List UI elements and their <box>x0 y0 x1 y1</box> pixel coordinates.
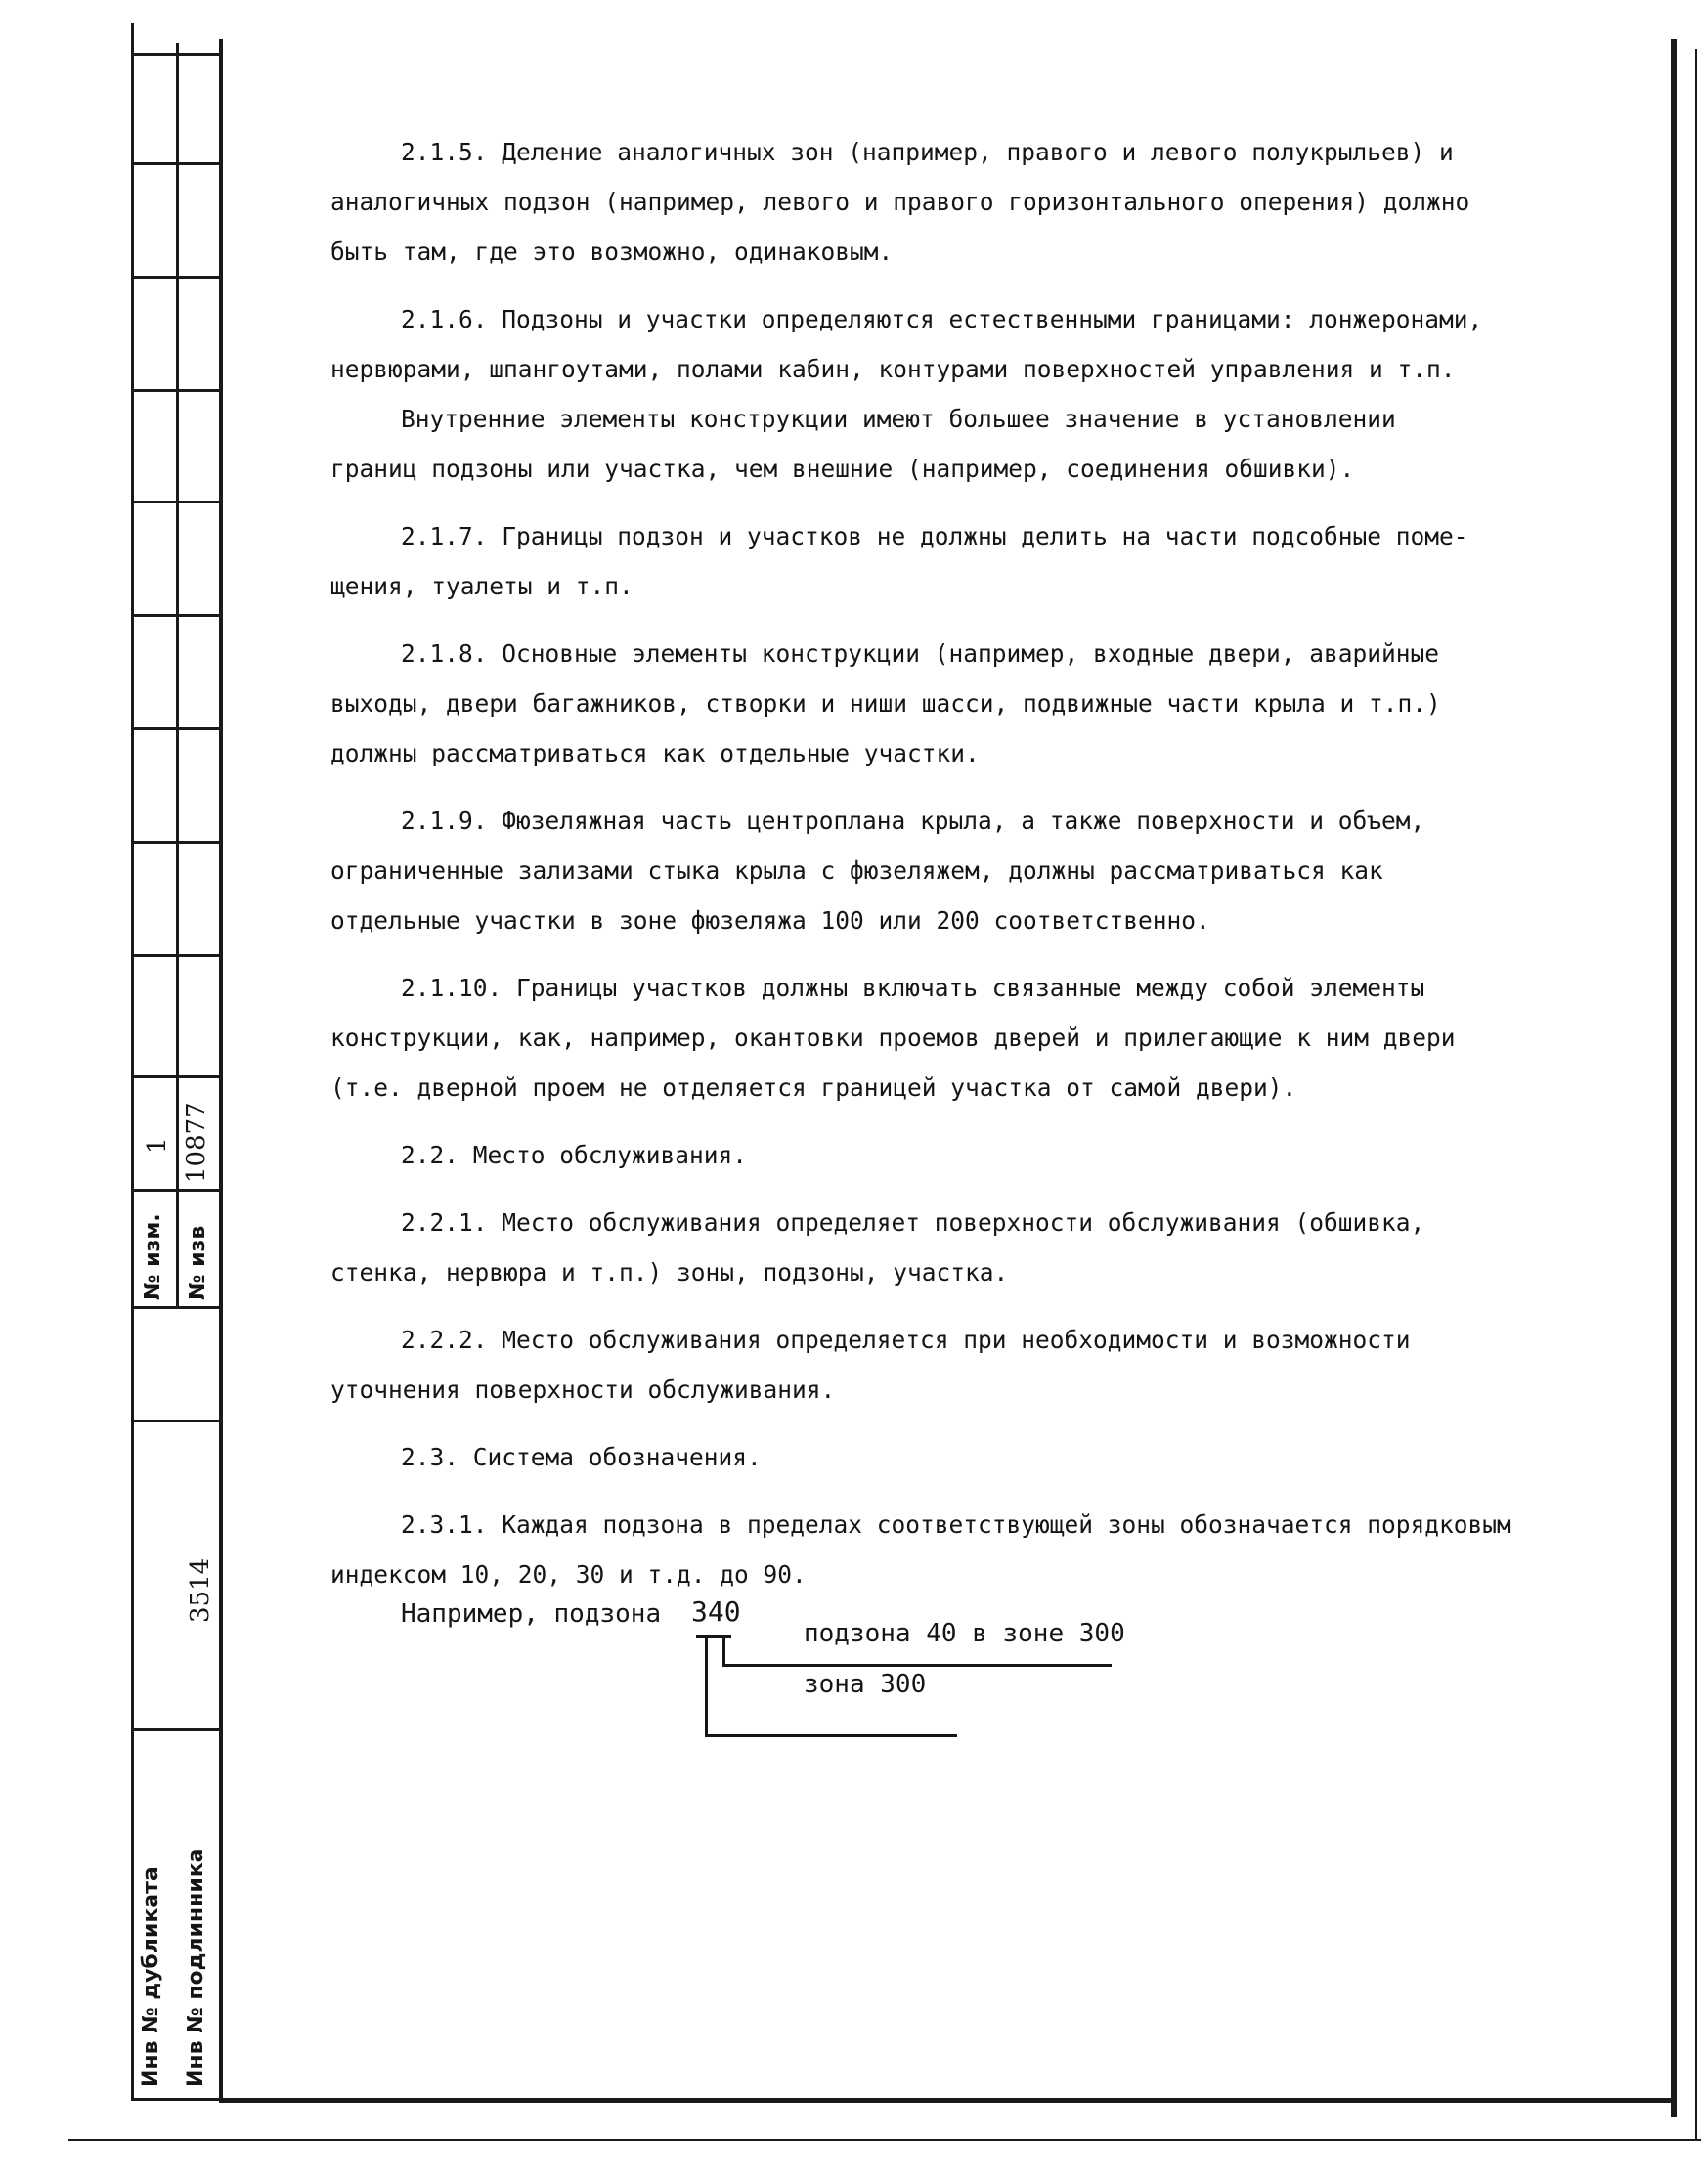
bracket-subzone-underline <box>722 1664 1112 1667</box>
text-line: отдельные участки в зоне фюзеляжа 100 или 200 соответственно. <box>330 906 1210 935</box>
text-line: 2.3.1. Каждая подзона в пределах соответствующей зоны обозначается порядковым <box>401 1510 1511 1539</box>
stamp-grid-line <box>131 1306 221 1309</box>
stamp-grid-line <box>131 1075 221 1078</box>
stamp-grid-line <box>131 1728 221 1731</box>
text-line: 2.1.10. Границы участков должны включать связанные между собой элементы <box>401 974 1425 1002</box>
paragraph-2-1-5 <box>330 127 1582 277</box>
section-heading: 2.2. Место обслуживания. <box>401 1141 748 1169</box>
stamp-izm-value: 1 <box>143 1137 172 1154</box>
paragraph-2-1-10 <box>330 963 1582 1113</box>
paragraph-2-3-1 <box>330 1500 1582 1599</box>
stamp-izv-value: 10877 <box>182 1102 211 1183</box>
paragraph-2-1-8 <box>330 629 1582 778</box>
text-line: 2.2.2. Место обслуживания определяется при необходимости и возможности <box>401 1326 1411 1354</box>
text-line: (т.е. дверной проем не отделяется границей участка от самой двери). <box>330 1073 1297 1102</box>
stamp-grid-line <box>131 53 221 56</box>
text-line: конструкции, как, например, окантовки проемов дверей и прилегающие к ним двери <box>330 1024 1456 1052</box>
bracket-subzone-line <box>722 1635 725 1666</box>
paragraph-2-1-9 <box>330 796 1582 945</box>
text-line: ограниченные зализами стыка крыла с фюзеляжем, должны рассматриваться как <box>330 856 1383 885</box>
stamp-izv-label: № изв <box>186 1225 210 1300</box>
document-body <box>330 127 1582 1617</box>
paragraph-2-1-6 <box>330 294 1582 394</box>
stamp-grid-line <box>131 614 221 617</box>
text-line: быть там, где это возможно, одинаковым. <box>330 238 894 266</box>
stamp-grid-line <box>131 501 221 503</box>
frame-right-line <box>1671 39 1677 2117</box>
stamp-grid-line <box>131 1189 221 1192</box>
paragraph-2-3 <box>330 1432 1582 1482</box>
stamp-duplicate-label: Инв № дубликата <box>139 1866 163 2087</box>
text-line: аналогичных подзон (например, левого и правого горизонтального оперения) должно <box>330 188 1470 216</box>
example-subzone-label: подзона 40 в зоне 300 <box>804 1619 1125 1648</box>
stamp-grid-line <box>131 2098 221 2101</box>
frame-bottom-outer-line <box>68 2139 1701 2141</box>
stamp-grid-line <box>131 389 221 392</box>
section-heading: 2.3. Система обозначения. <box>401 1443 762 1471</box>
text-line: 2.1.7. Границы подзон и участков не должны делить на части подсобные поме- <box>401 522 1468 550</box>
frame-left-outer-line <box>131 23 134 2101</box>
paragraph-2-1-6-continued <box>330 394 1582 494</box>
example-zone-label: зона 300 <box>804 1670 927 1699</box>
stamp-grid-line <box>131 727 221 730</box>
text-line: уточнения поверхности обслуживания. <box>330 1376 836 1404</box>
stamp-grid-line <box>131 276 221 279</box>
text-line: щения, туалеты и т.п. <box>330 572 634 600</box>
frame-left-inner-line <box>219 39 223 2100</box>
stamp-grid-line <box>131 954 221 957</box>
stamp-grid-line <box>131 1420 221 1422</box>
text-line: 2.1.9. Фюзеляжная часть центроплана крыла, а также поверхности и объем, <box>401 807 1425 835</box>
text-line: стенка, нервюра и т.п.) зоны, подзоны, участка. <box>330 1258 1009 1287</box>
text-line: нервюрами, шпангоутами, полами кабин, контурами поверхностей управления и т.п. <box>330 355 1456 383</box>
paragraph-2-2 <box>330 1130 1582 1180</box>
paragraph-2-2-1 <box>330 1198 1582 1297</box>
example-code: 340 <box>691 1595 741 1628</box>
stamp-grid-line <box>131 841 221 844</box>
text-line: 2.2.1. Место обслуживания определяет поверхности обслуживания (обшивка, <box>401 1208 1425 1237</box>
stamp-grid-line <box>131 162 221 165</box>
text-line: индексом 10, 20, 30 и т.д. до 90. <box>330 1560 807 1589</box>
frame-right-thin-line <box>1695 49 1697 2141</box>
bracket-zone-line <box>705 1635 708 1736</box>
bracket-zone-underline <box>705 1734 957 1737</box>
stamp-original-label: Инв № подлинника <box>184 1848 208 2087</box>
text-line: выходы, двери багажников, створки и ниши шасси, подвижные части крыла и т.п.) <box>330 689 1441 718</box>
paragraph-2-1-7 <box>330 511 1582 611</box>
text-line: 2.1.5. Деление аналогичных зон (например, правого и левого полукрыльев) и <box>401 138 1454 166</box>
text-line: Внутренние элементы конструкции имеют большее значение в установлении <box>401 405 1396 433</box>
text-line: 2.1.6. Подзоны и участки определяются естественными границами: лонжеронами, <box>401 305 1483 333</box>
frame-bottom-line <box>219 2098 1677 2103</box>
paragraph-2-2-2 <box>330 1315 1582 1415</box>
text-line: границ подзоны или участка, чем внешние (например, соединения обшивки). <box>330 455 1355 483</box>
frame-stamp-divider-line <box>176 43 179 1309</box>
text-line: 2.1.8. Основные элементы конструкции (например, входные двери, аварийные <box>401 639 1440 668</box>
text-line: должны рассматриваться как отдельные участки. <box>330 739 980 767</box>
stamp-inv-value: 3514 <box>186 1557 215 1623</box>
example-label: Например, подзона <box>401 1599 662 1629</box>
stamp-izm-label: № изм. <box>141 1213 165 1300</box>
